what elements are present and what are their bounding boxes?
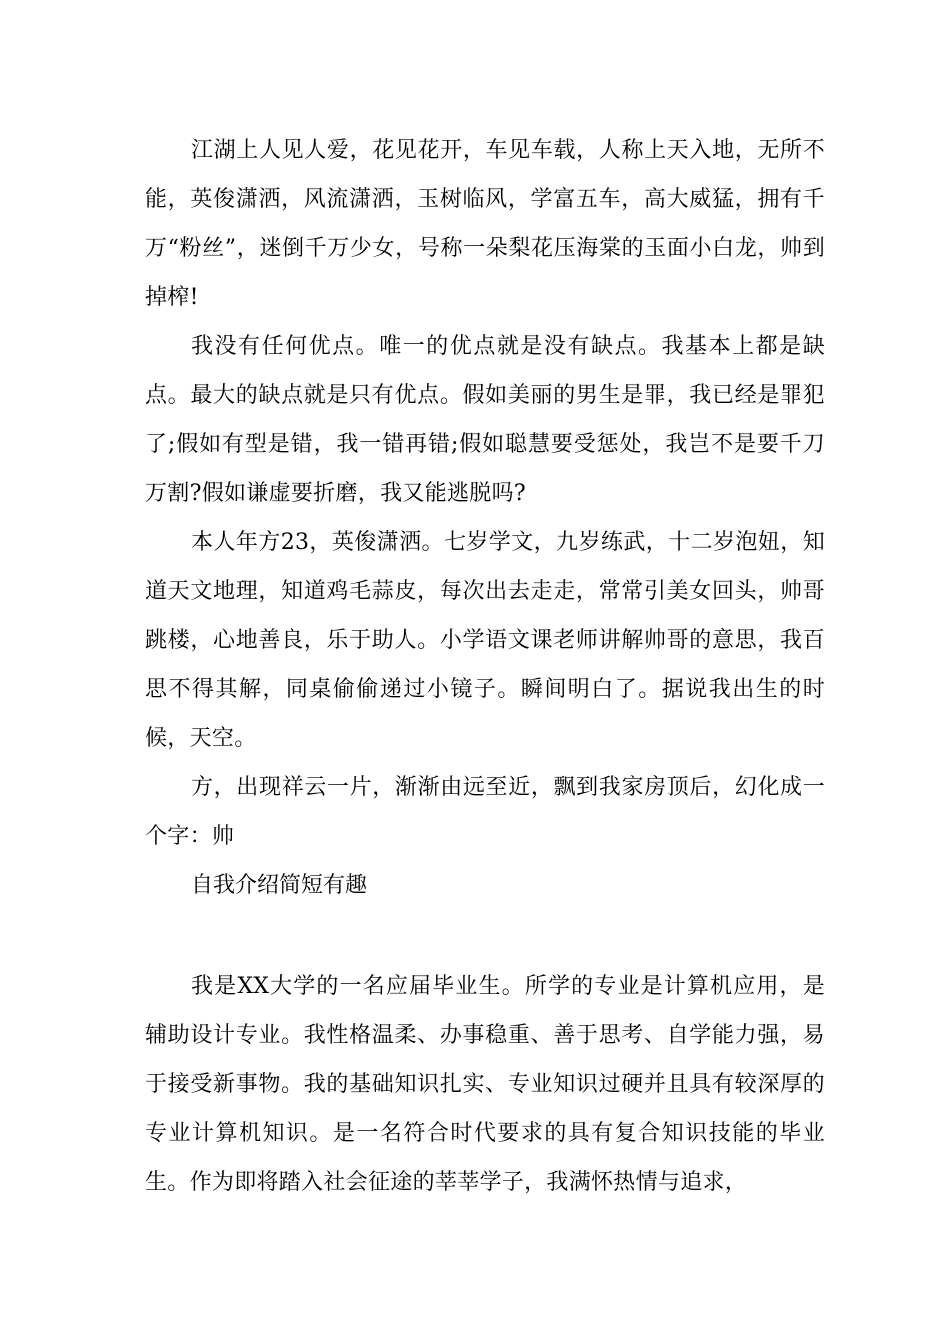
paragraph-graduate: 我是XX大学的一名应届毕业生。所学的专业是计算机应用，是辅助设计专业。我性格温柔、办事稳重、善于思考、自学能力强，易于接受新事物。我的基础知识扎实、专业知识过硬并且具有较深厚的专业计算机知识。是一名符合时代要求的具有复合知识技能的毕业生。作为即将踏入社会征途的莘莘学子，我满怀热情与追求， bbox=[145, 974, 825, 1195]
paragraph-intro: 江湖上人见人爱，花见花开，车见车载，人称上天入地，无所不能，英俊潇洒，风流潇洒，玉树临风，学富五车，高大威猛，拥有千万“粉丝”，迷倒千万少女，号称一朵梨花压海棠的玉面小白龙，帅到掉榨! bbox=[145, 138, 825, 310]
paragraph-age: 本人年方23，英俊潇洒。七岁学文，九岁练武，十二岁泡妞，知道天文地理，知道鸡毛蒜皮，每次出去走走，常常引美女回头，帅哥跳楼，心地善良，乐于助人。小学语文课老师讲解帅哥的意思，我百思不得其解，同桌偷偷递过小镜子。瞬间明白了。据说我出生的时候，天空。 bbox=[145, 530, 825, 751]
paragraph-no-merits: 我没有任何优点。唯一的优点就是没有缺点。我基本上都是缺点。最大的缺点就是只有优点。假如美丽的男生是罪，我已经是罪犯了;假如有型是错，我一错再错;假如聪慧要受惩处，我岂不是要千刀万割?假如谦虚要折磨，我又能逃脱吗? bbox=[145, 334, 825, 506]
document-body bbox=[145, 126, 825, 1207]
paragraph-birth: 方，出现祥云一片，渐渐由远至近，飘到我家房顶后，幻化成一个字：帅 bbox=[145, 775, 825, 849]
section-title: 自我介绍简短有趣 bbox=[191, 873, 368, 898]
section-gap bbox=[145, 910, 825, 962]
